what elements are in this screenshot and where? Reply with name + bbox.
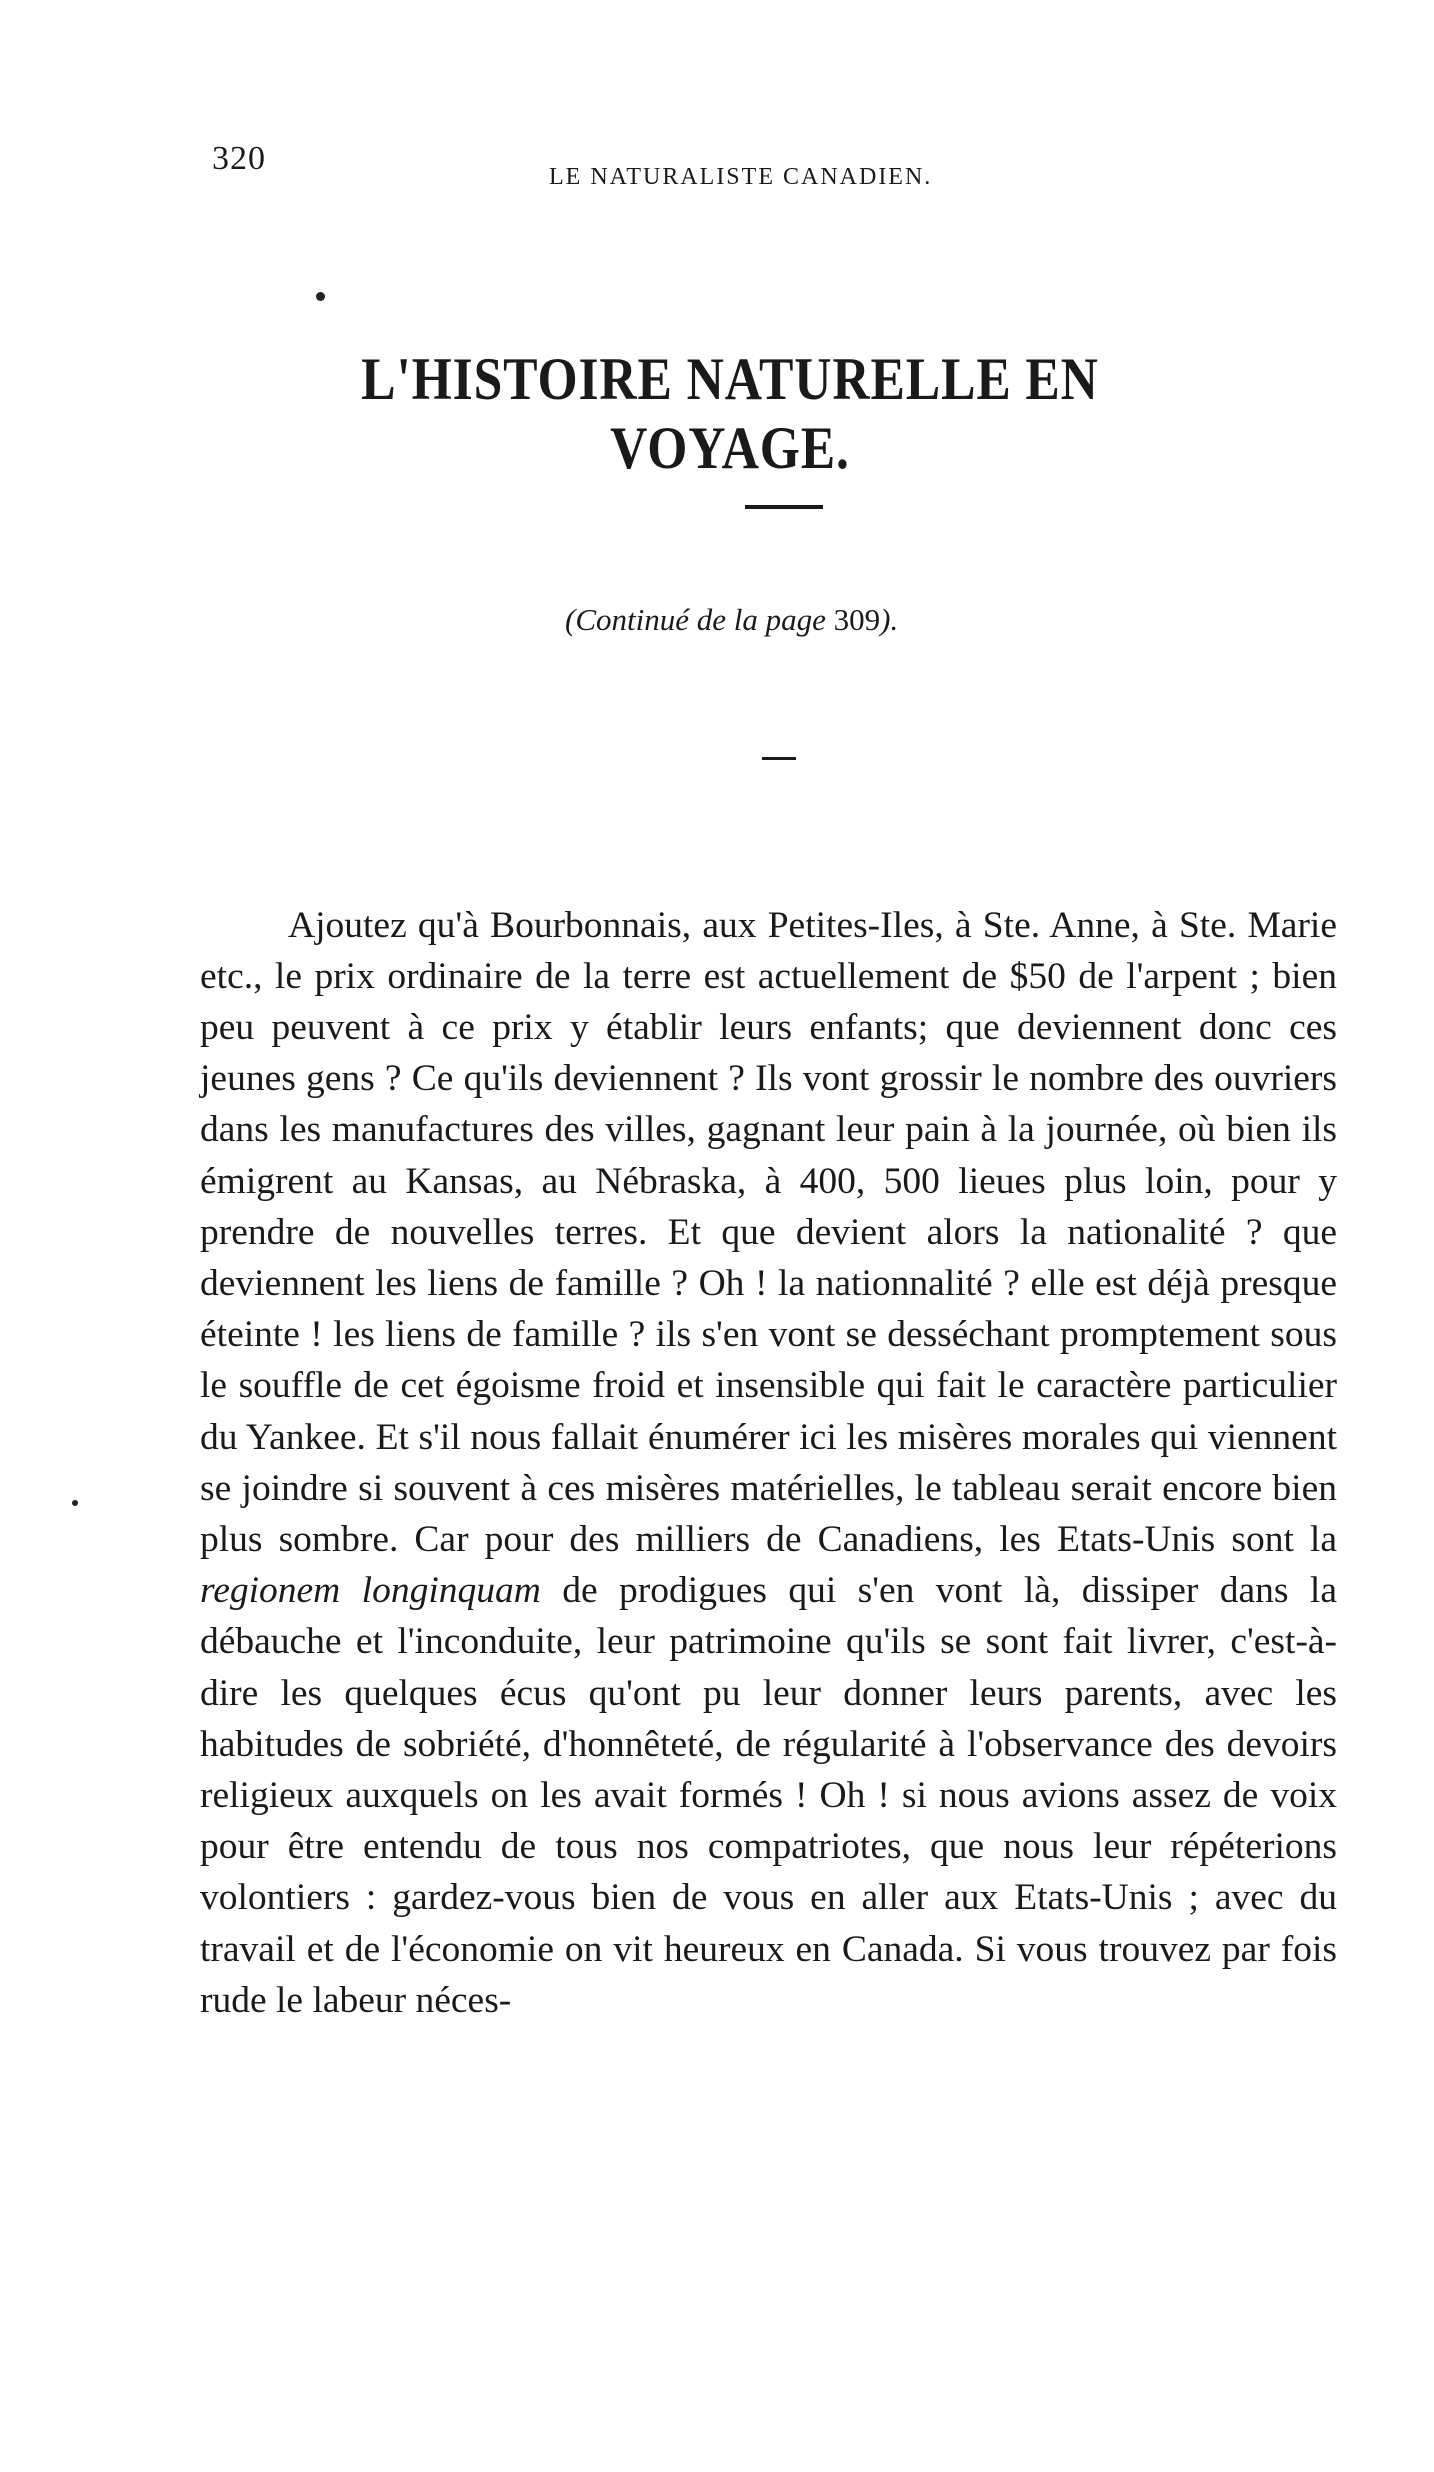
paragraph-text-1: Ajoutez qu'à Bourbonnais, aux Petites-Iles, à Ste. Anne, à Ste. Marie etc., le prix ordinaire de la terre est actuellement de $50 de l'arpent ; bien peu peuvent à ce prix y établir leurs enfants; que deviennent donc ces jeunes gens ? Ce qu'ils deviennent ? Ils vont grossir le nombre des ouvriers dans les manufactures des villes, gagnant leur pain à la journée, où bien ils émigrent au Kansas, au Nébraska, à 400, 500 lieues plus loin, pour y prendre de nouvelles terres. Et que devient alors la nationalité ? que deviennent les liens de famille ? Oh ! la nationnalité ? elle est déjà presque éteinte ! les liens de famille ? ils s'en vont se desséchant promptement sous le souffle de cet égoisme froid et insensible qui fait le caractère particulier du Yankee. Et s'il nous fallait énumérer ici les misères morales qui viennent se joindre si souvent à ces misères matérielles, le tableau serait encore bien plus sombre. Car pour des milliers de Canadiens, les Etats-Unis sont la: [200, 904, 1337, 1560]
title-rule: [745, 505, 823, 509]
latin-phrase: regionem longinquam: [200, 1570, 541, 1612]
article-title: L'HISTOIRE NATURELLE EN VOYAGE.: [361, 346, 1099, 481]
paragraph-text-2: de prodigues qui s'en vont là, dissiper dans la débauche et l'inconduite, leur patrimoine qu'ils se sont fait livrer, c'est-à-dire les quelques écus qu'ont pu leur donner leurs parents, avec les habitudes de sobriété, d'honnêteté, de régularité à l'observance des devoirs religieux auxquels on les avait formés ! Oh ! si nous avions assez de voix pour être entendu de tous nos compatriotes, que nous leur répéterions volontiers : gardez-vous bien de vous en aller aux Etats-Unis ; avec du travail et de l'économie on vit heureux en Canada. Si vous trouvez par fois rude le labeur néces-: [200, 1570, 1337, 2021]
continuation-page: 309: [833, 602, 881, 637]
page-header: [212, 140, 1342, 190]
print-speck: [72, 1500, 78, 1506]
page-number: 320: [212, 140, 266, 177]
running-head: LE NATURALISTE CANADIEN.: [549, 164, 933, 190]
section-rule: [762, 757, 796, 760]
body-paragraph: [200, 900, 1337, 2026]
continuation-note: (Continué de la page 309).: [565, 602, 899, 637]
print-speck: [316, 292, 325, 301]
continuation-text: Continué de la page: [575, 602, 826, 637]
